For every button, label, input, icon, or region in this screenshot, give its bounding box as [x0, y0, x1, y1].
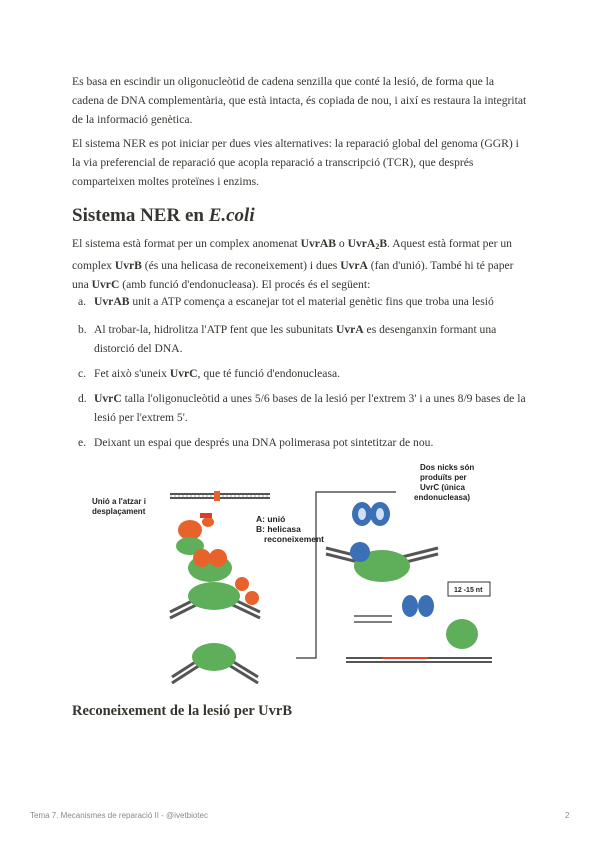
fragment-box-label: 12 -15 nt [454, 587, 483, 594]
legend-b: B: helicasa [256, 524, 301, 534]
bent-dna-bottom [172, 643, 258, 683]
section-title-species: E.coli [208, 205, 255, 226]
bent-dna-middle [170, 577, 260, 618]
page: Es basa en escindir un oligonucleòtid de cadena senzilla que conté la lesió, de forma que la cadena de DNA complementària, que està intacta, és copiada de nou, i així es restaura la integritat de la informació genètica. El sistema NER es pot iniciar per dues vies alternatives: la reparació global del genoma (GGR) i la via preferencial de reparació que acopla reparació a transcripció (TCR), que després comparteixen moltes proteïnes i enzims. Sistema NER en E.coli El sistema està format per un complex anomenat UvrAB o UvrA$_2$B. Aquest està format per un complex UvrB (és una helicasa de reconeixement) i dues UvrA (fan d'unió). També hi té paper una UvrC (amb funció d'endonucleasa). El procés és el següent: a. UvrAB unit a ATP comença a escanejar tot el material genètic fins que troba una lesió b. Al trobar-la, hidrolitza l'ATP fent que les subunitats UvrA es desenganxin formant una distorció del DNA. c. Fet això s'uneix UvrC, que té funció d'endonucleasa. d. UvrC talla l'oligonucleòtid a unes 5/6 bases de la lesió per l'extrem 3' i a unes 8/9 bases de la lesió per l'extrem 5'. e. Deixant un espai que després una DNA polimerasa pot sintetitzar de nou. Unió a l'atzar i desplaçament A: unió B: helicasa reconeixement Dos nicks són produïts per UvrC (única endonucleasa) 12 -15 nt Reconeixement de la lesió per UvrB Tema 7. Mecanismes de reparació II - @ivetbiotec 2 [0, 0, 600, 848]
legend-b2: reconeixement [264, 534, 324, 544]
label-union: Unió a l'atzar i [92, 497, 146, 506]
ner-diagram [92, 462, 498, 684]
uvrab-complex [176, 513, 232, 582]
section-paragraph: El sistema està format per un complex anomenat UvrAB o UvrA$_2$B. Aquest està format per un complex UvrB (és una helicasa de reconeixement) i dues UvrA (fan d'unió). També hi té paper una UvrC (amb funció d'endonucleasa). El procés és el següent: [72, 237, 514, 291]
nicks-label-4: endonucleasa) [414, 493, 471, 502]
legend-a: A: unió [256, 514, 286, 524]
nicks-label-3: UvrC (única [420, 483, 465, 492]
uvrd-protein [446, 619, 478, 649]
intro-paragraph-1: Es basa en escindir un oligonucleòtid de cadena senzilla que conté la lesió, de forma que la cadena de DNA complementària, que està intacta, és copiada de nou, i així es restaura la integritat de la informació genètica. [72, 75, 527, 126]
page-number: 2 [565, 811, 570, 820]
intro-paragraph-2: El sistema NER es pot iniciar per dues vies alternatives: la reparació global del genoma (GGR) i la via preferencial de reparació que acopla reparació a transcripció (TCR), que després comparteixen moltes proteïnes i enzims. [72, 137, 519, 188]
label-desplacament: desplaçament [92, 507, 146, 516]
uvrc-protein-right [402, 595, 434, 617]
dna-top-left [170, 491, 270, 501]
section-title: Sistema NER en E.coli [72, 205, 255, 226]
nicks-label-1: Dos nicks són [420, 463, 475, 472]
excised-fragment [354, 616, 392, 622]
nicks-label-2: produïts per [420, 473, 467, 482]
repaired-dna [346, 658, 492, 662]
footer-text: Tema 7. Mecanismes de reparació II - @ivetbiotec [30, 811, 208, 820]
uvrc-protein-top [352, 502, 390, 526]
bent-dna-right [326, 542, 438, 582]
subsection-title: Reconeixement de la lesió per UvrB [72, 703, 293, 719]
